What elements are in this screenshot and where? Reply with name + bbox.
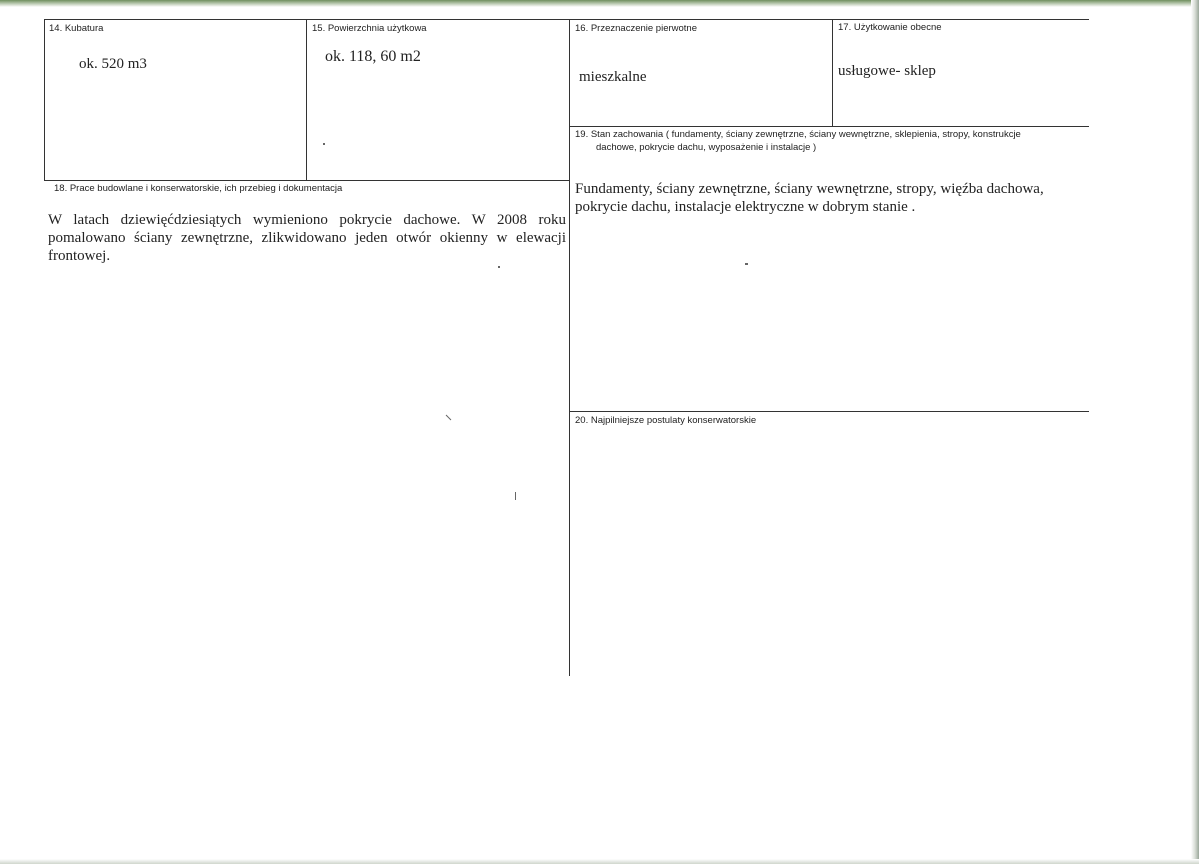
- grid-line-row18: [44, 180, 569, 181]
- grid-line-center: [569, 19, 570, 676]
- field-label: 20. Najpilniejsze postulaty konserwatorskie: [575, 415, 757, 426]
- scan-edge-bottom: [0, 859, 1199, 864]
- field-label: 14. Kubatura: [49, 23, 104, 34]
- scan-speck: [745, 263, 748, 265]
- field-value: Fundamenty, ściany zewnętrzne, ściany wewnętrzne, stropy, więźba dachowa, pokrycie dachu, instalacje elektryczne w dobrym stanie .: [575, 181, 1044, 215]
- field-value: mieszkalne: [579, 69, 647, 85]
- field-label-line2: dachowe, pokrycie dachu, wyposażenie i instalacje ): [596, 142, 817, 153]
- scan-speck: [446, 415, 452, 421]
- grid-line-top: [44, 19, 1089, 20]
- field-label: 18. Prace budowlane i konserwatorskie, ich przebieg i dokumentacja: [54, 183, 343, 194]
- scan-speck: [323, 143, 325, 145]
- grid-line-row19: [569, 126, 1089, 127]
- grid-line-col17: [832, 19, 833, 126]
- field-label-line1: 19. Stan zachowania ( fundamenty, ściany zewnętrzne, ściany wewnętrzne, sklepienia, stropy, konstrukcje: [575, 129, 1021, 140]
- grid-line-row20: [569, 411, 1089, 412]
- field-label: 15. Powierzchnia użytkowa: [312, 23, 427, 34]
- field-value: ok. 520 m3: [79, 56, 147, 72]
- field-value: ok. 118, 60 m2: [325, 48, 421, 65]
- field-label: 16. Przeznaczenie pierwotne: [575, 23, 697, 34]
- scan-edge-top: [0, 0, 1199, 7]
- field-value: usługowe- sklep: [838, 63, 936, 79]
- scan-speck: [515, 492, 516, 500]
- field-label: 17. Użytkowanie obecne: [838, 22, 942, 33]
- grid-line-col15: [306, 19, 307, 180]
- grid-line-left: [44, 19, 45, 180]
- field-value: W latach dziewięćdziesiątych wymieniono pokrycie dachowe. W 2008 roku pomalowano ściany zewnętrzne, zlikwidowano jeden otwór okienny w elewacji frontowej.: [48, 212, 566, 264]
- scan-edge-right: [1191, 0, 1199, 864]
- scan-speck: [498, 266, 500, 268]
